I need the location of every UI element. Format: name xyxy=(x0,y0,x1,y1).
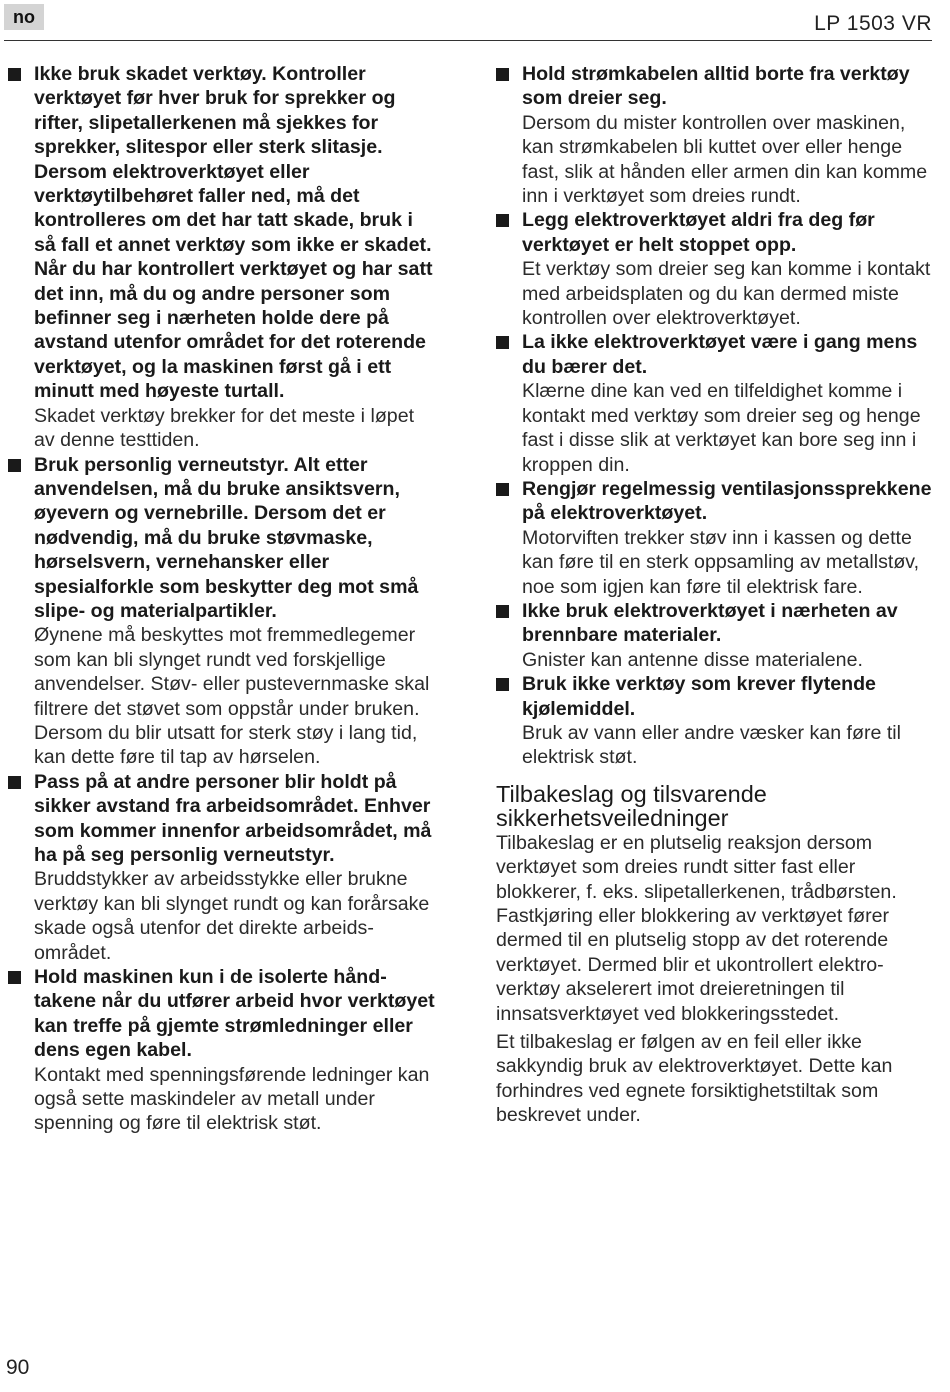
list-item xyxy=(496,330,932,476)
language-tab: no xyxy=(4,4,44,30)
list-item xyxy=(496,599,932,672)
square-bullet-icon xyxy=(8,776,21,789)
page-number: 90 xyxy=(6,1356,30,1379)
item-body: Skadet verktøy brekker for det meste i løpet av denne testtiden. xyxy=(34,404,415,452)
list-item xyxy=(8,770,440,965)
square-bullet-icon xyxy=(496,68,509,81)
right-column xyxy=(496,62,932,1128)
item-heading: La ikke elektroverktøyet være i gang mens du bærer det. xyxy=(522,331,918,378)
list-item xyxy=(8,965,440,1136)
section-title: Tilbakeslag og tilsvarende sikkerhetsveiledninger xyxy=(496,780,767,832)
item-heading: Bruk personlig verneutstyr. Alt etter anvendelsen, må du bruke ansiktsvern, øyevern og vernebrille. Dersom det er nødvendig, må du bruke støvmaske, hørselsvern, vernehansker eller spesialforkle som beskytter deg mot små slipe- og materialpartikler. xyxy=(34,453,419,622)
square-bullet-icon xyxy=(496,336,509,349)
item-heading: Legg elektroverktøyet aldri fra deg før verktøyet er helt stoppet opp. xyxy=(522,209,875,256)
square-bullet-icon xyxy=(8,68,21,81)
square-bullet-icon xyxy=(496,483,509,496)
item-body: Gnister kan antenne disse materialene. xyxy=(522,648,863,671)
list-item xyxy=(496,62,932,208)
list-item xyxy=(496,208,932,330)
square-bullet-icon xyxy=(496,678,509,691)
item-body: Klærne dine kan ved en tilfeldighet komme i kontakt med verktøy som dreier seg og henge fast i disse slik at verktøyet kan bore seg inn i kroppen din. xyxy=(522,380,921,476)
model-title: LP 1503 VR xyxy=(814,12,932,35)
item-body: Bruk av vann eller andre væsker kan føre til elektrisk støt. xyxy=(522,721,901,769)
list-item xyxy=(8,62,440,453)
item-heading: Hold maskinen kun i de isolerte håndtakene når du utfører arbeid hvor verktøyet kan treffe på gjemte strømledninger eller dens egen kabel. xyxy=(34,966,435,1062)
square-bullet-icon xyxy=(8,971,21,984)
square-bullet-icon xyxy=(496,605,509,618)
list-item xyxy=(496,477,932,599)
item-heading: Bruk ikke verktøy som krever flytende kjølemiddel. xyxy=(522,673,876,720)
left-column xyxy=(8,62,440,1136)
section-paragraph: Tilbakeslag er en plutselig reaksjon dersom verktøyet som dreies rundt sitter fast eller blokkerer, f. eks. slipetallerkenen, trådbørsten. Fastkjøring eller blokkering av verktøyet fører dermed til en plutselig stopp av det roterende verktøyet. Dermed blir et ukontrollert elektroverktøy akselerert imot dreieretningen til innsatsverktøyet ved blokkeringsstedet. xyxy=(496,831,897,1025)
item-body: Øynene må beskyttes mot fremmedlegemer som kan bli slynget rundt ved forskjellige anvendelser. Støv- eller pustevernmaske skal filtrere det støvet som oppstår under bruken. Dersom du blir utsatt for sterk støy i lang tid, kan dette føre til tap av hørselen. xyxy=(34,624,430,769)
item-body: Kontakt med spenningsførende ledninger kan også sette maskindeler av metall under spenning og føre til elektrisk støt. xyxy=(34,1063,430,1135)
item-heading: Hold strømkabelen alltid borte fra verktøy som dreier seg. xyxy=(522,63,910,110)
square-bullet-icon xyxy=(496,214,509,227)
item-body: Et verktøy som dreier seg kan komme i kontakt med arbeidsplaten og du kan dermed miste kontrollen over elektroverktøyet. xyxy=(522,258,931,330)
item-heading: Ikke bruk elektroverktøyet i nærheten av brennbare materialer. xyxy=(522,599,898,647)
list-item xyxy=(496,672,932,770)
item-heading: Pass på at andre personer blir holdt på sikker avstand fra arbeidsområdet. Enhver som kommer innenfor arbeidsområdet, må ha på seg personlig verneutstyr. xyxy=(34,770,432,866)
item-heading: Rengjør regelmessig ventilasjonssprekkene på elektroverktøyet. xyxy=(522,477,932,525)
square-bullet-icon xyxy=(8,459,21,472)
list-item xyxy=(8,453,440,770)
header-rule xyxy=(4,40,932,41)
item-heading: Ikke bruk skadet verktøy. Kontroller verktøyet før hver bruk for sprekker og rifter, slipetallerkenen må sjekkes for sprekker, slitespor eller sterk slitasje. Dersom elektroverktøyet eller verktøytilbehøret faller ned, må det kontrolleres om det har tatt skade, bruk i så fall et annet verktøy som ikke er skadet. Når du har kontrollert verktøyet og har satt det inn, må du og andre personer som befinner seg i nærheten holde dere på avstand utenfor området for det roterende verktøyet, og la maskinen først gå i ett minutt med høyeste turtall. xyxy=(34,63,433,403)
item-body: Dersom du mister kontrollen over maskinen, kan strømkabelen bli kuttet over eller henge fast, slik at hånden eller armen din kan komme inn i verktøyet som dreies rundt. xyxy=(522,111,928,208)
item-body: Motorviften trekker støv inn i kassen og dette kan føre til en sterk oppsamling av metallstøv, noe som igjen kan føre til elektrisk fare. xyxy=(522,526,920,598)
item-body: Bruddstykker av arbeidsstykke eller brukne verktøy kan bli slynget rundt og kan forårsake skade også utenfor det direkte arbeidsområdet. xyxy=(34,868,430,964)
section-paragraph: Et tilbakeslag er følgen av en feil eller ikke sakkyndig bruk av elektroverktøyet. Dette kan forhindres ved egnete forsiktighetstiltak som beskrevet under. xyxy=(496,1031,893,1127)
